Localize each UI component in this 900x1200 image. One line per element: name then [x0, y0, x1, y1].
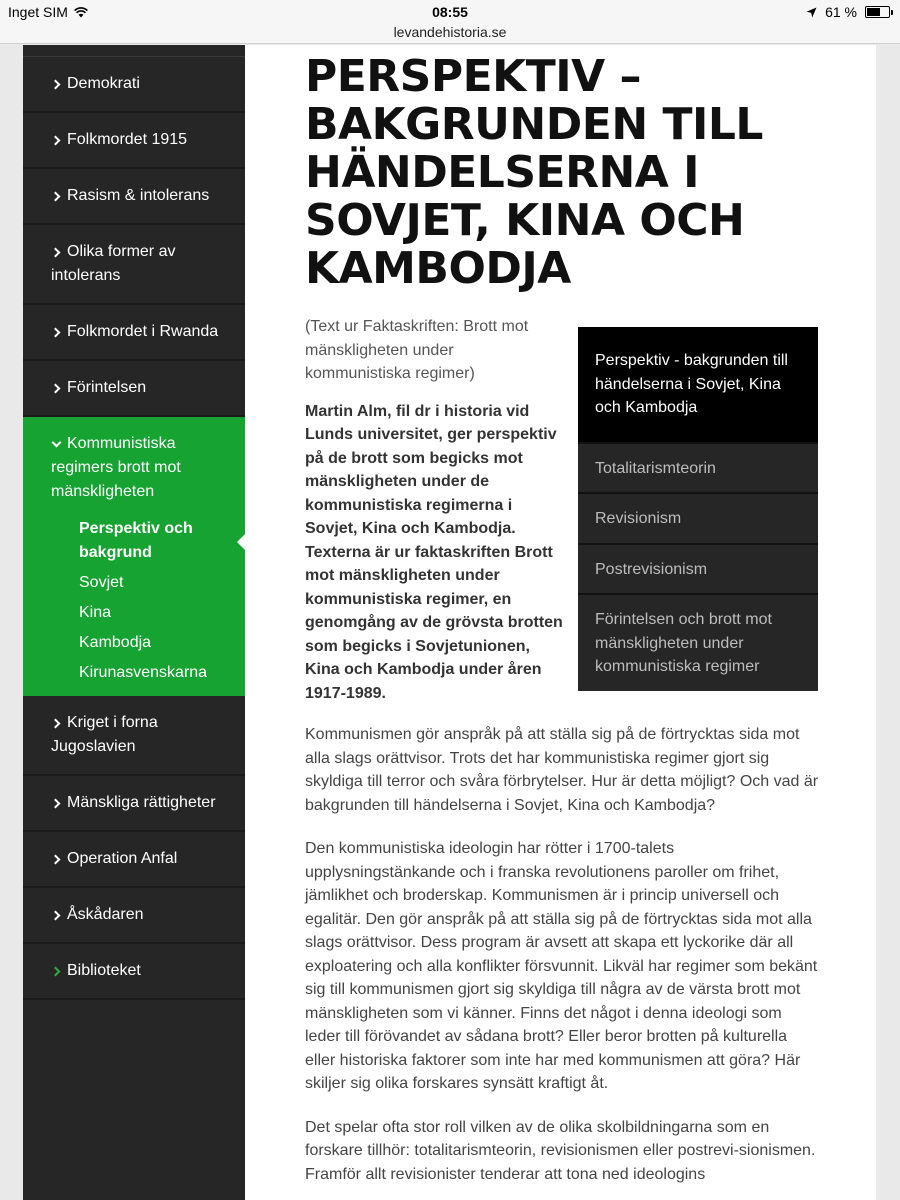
chevron-right-icon — [51, 903, 61, 927]
chevron-right-icon — [51, 711, 61, 735]
chevron-right-icon — [51, 184, 61, 208]
sidebar-item-demokrati[interactable] — [23, 57, 245, 113]
chevron-right-icon — [51, 959, 61, 983]
chevron-right-icon — [51, 376, 61, 400]
sidebar-item-label: Folkmordet i Rwanda — [67, 323, 219, 340]
chevron-right-icon — [51, 72, 61, 96]
lead-text — [305, 400, 567, 706]
intro — [305, 315, 835, 705]
chevron-right-icon — [51, 320, 61, 344]
chevron-right-icon — [51, 128, 61, 152]
sidebar-item-label: Rasism & intolerans — [67, 187, 210, 204]
sidebar-nav — [23, 45, 245, 1200]
table-of-contents — [578, 327, 818, 691]
page-title: PERSPEKTIV – BAKGRUNDEN TILL HÄNDELSERNA I SOVJET, KINA OCH KAMBODJA — [305, 51, 763, 294]
toc-item-forintelsen-och-brott-mot-mans[interactable]: Förintelsen och brott mot mänskligheten under kommunistiska regimer — [578, 593, 818, 691]
chevron-right-icon — [51, 791, 61, 815]
sidebar-item-manskliga-rattigheter[interactable] — [23, 776, 245, 832]
toc-item-postrevisionism[interactable]: Postrevisionism — [578, 543, 818, 594]
subnav-item-kambodja[interactable]: Kambodja — [79, 634, 152, 651]
body-paragraph: Kommunismen gör anspråk på att ställa sig på de förtrycktas sida mot alla slags orättvisor. Trots det har kommunistiska regimer gjort sig skyldiga till terror och svåra förbrytelser. Hur är detta möjligt? Och vad är bakgrunden till händelserna i Sovjet, Kina och Kambodja? — [305, 726, 819, 814]
sidebar-item-kommunistiska-regimer[interactable] — [23, 417, 245, 696]
sidebar-item-label: Förintelsen — [67, 379, 147, 396]
battery-level — [867, 8, 880, 16]
address-bar-url[interactable]: levandehistoria.se — [393, 24, 507, 40]
body-paragraph: Den kommunistiska ideologin har rötter i 1700-talets upplysningstänkande och i franska revolutionens paroller om frihet, jämlikhet och broderskap. Kommunismen är i princip universell och egalitär. Den gör anspråk på att ställa sig på de förtrycktas sida mot alla slags orättvisor. Dess program är avsett att skapa ett lyckorike där all exploatering och alla konflikter försvunnit. Likväl har regimer som bekänt sig till kommunismen gjort sig skyldiga till några av de värsta brott mot mänskligheten som vi känner. Finns det något i denna ideologi som leder till förövandet av sådana brott? Eller beror brotten på kulturella eller historiska faktorer som inte har med kommunismen att göra? Här skiljer sig olika forskares synsätt kraftigt åt. — [305, 840, 818, 1092]
subnav-item-kirunasvenskarna[interactable]: Kirunasvenskarna — [79, 664, 208, 681]
sidebar-item-label: Kriget i forna Jugoslavien — [51, 714, 158, 755]
chevron-right-icon — [51, 240, 61, 264]
sidebar-item-askadaren[interactable] — [23, 888, 245, 944]
sidebar-item-biblioteket[interactable] — [23, 944, 245, 1000]
sidebar-item-label: Kommunistiska regimers brott mot mänskligheten — [51, 435, 181, 500]
active-pointer-icon — [237, 534, 245, 550]
lead-paragraph-2: Texterna är ur faktaskriften Brott mot mänskligheten under kommunistiska regimer, en genomgång av de grövsta brotten som begicks i Sovjetunionen, Kina och Kambodja under åren 1917-1989. — [305, 543, 563, 702]
subnav-item-sovjet[interactable]: Sovjet — [79, 574, 124, 591]
toc-current-item[interactable]: Perspektiv - bakgrunden till händelserna i Sovjet, Kina och Kambodja — [578, 327, 818, 442]
chevron-down-icon — [51, 432, 63, 456]
sidebar-item-folkmordet-i-rwanda[interactable] — [23, 305, 245, 361]
sidebar-item-label: Mänskliga rättigheter — [67, 794, 216, 811]
battery-icon — [865, 6, 890, 18]
sidebar-item-folkmordet-1915[interactable] — [23, 113, 245, 169]
status-bar — [0, 0, 900, 44]
toc-item-totalitarismteorin[interactable]: Totalitarismteorin — [578, 442, 818, 493]
clock: 08:55 — [432, 4, 468, 20]
location-arrow-icon — [806, 7, 817, 18]
sidebar-subnav — [51, 514, 227, 688]
subnav-item-kina[interactable]: Kina — [79, 604, 112, 621]
status-right — [806, 4, 890, 20]
source-note: (Text ur Faktaskriften: Brott mot mänskligheten under kommunistiska regimer) — [305, 318, 529, 382]
sidebar-item-olika-former-av-intolerans[interactable] — [23, 225, 245, 305]
sidebar-item-label: Folkmordet 1915 — [67, 131, 188, 148]
sidebar-item-forintelsen[interactable] — [23, 361, 245, 417]
page — [23, 45, 876, 1200]
carrier-label: Inget SIM — [8, 4, 68, 20]
toc-item-revisionism[interactable]: Revisionism — [578, 492, 818, 543]
article-body — [305, 723, 820, 1186]
chevron-right-icon — [51, 847, 61, 871]
battery-percent: 61 % — [825, 4, 857, 20]
sidebar-item-kriget-i-forna-jugoslavien[interactable] — [23, 696, 245, 776]
lead-paragraph-1: Martin Alm, fil dr i historia vid Lunds universitet, ger perspektiv på de brott som begicks mot mänskligheten under de kommunistiska regimerna i Sovjet, Kina och Kambodja. — [305, 402, 557, 537]
sidebar-item-label: Operation Anfal — [67, 850, 178, 867]
body-paragraph: Det spelar ofta stor roll vilken av de olika skolbildningarna som en forskare tillhör: totalitarismteorin, revisionismen eller postrevi-sionismen. Framför allt revisionister tenderar att tona ned ideologins — [305, 1118, 816, 1183]
sidebar-item-rasism-intolerans[interactable] — [23, 169, 245, 225]
sidebar-item-label: Biblioteket — [67, 962, 141, 979]
sidebar-item-label: Olika former av intolerans — [51, 243, 176, 284]
sidebar-item-label: Åskådaren — [67, 906, 144, 923]
sidebar-item-label: Demokrati — [67, 75, 140, 92]
article — [305, 45, 835, 1200]
sidebar-item-operation-anfal[interactable] — [23, 832, 245, 888]
subnav-item-perspektiv-och-bakgrund[interactable]: Perspektiv och bakgrund — [79, 520, 193, 561]
